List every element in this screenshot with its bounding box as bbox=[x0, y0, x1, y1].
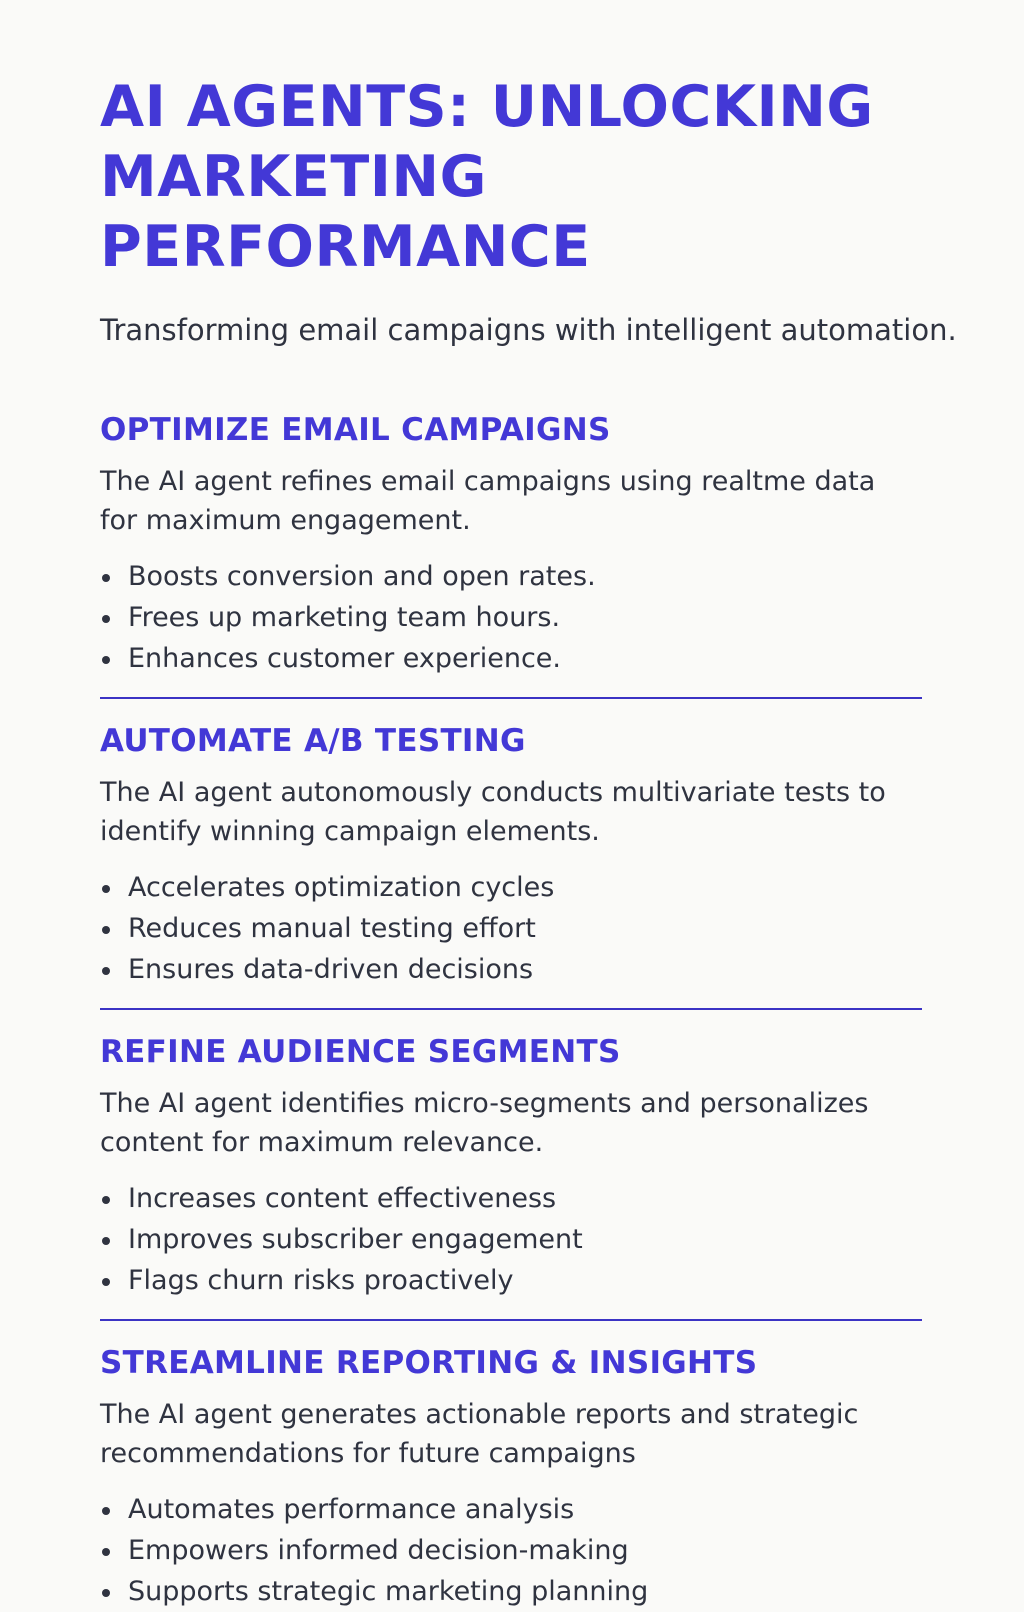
section-streamline-reporting bbox=[100, 1343, 950, 1612]
bullet-item: Enhances customer experience. bbox=[100, 638, 950, 679]
section-description: The AI agent generates actionable reports and strategic recommendations for future campaigns bbox=[100, 1399, 859, 1469]
bullet-list bbox=[100, 556, 950, 679]
section-title: AUTOMATE A/B TESTING bbox=[100, 723, 526, 759]
bullet-item: Increases content effectiveness bbox=[100, 1178, 950, 1219]
bullet-item: Improves subscriber engagement bbox=[100, 1219, 950, 1260]
page-title bbox=[100, 72, 950, 282]
section-divider bbox=[100, 1319, 922, 1321]
section-refine-audience-segments bbox=[100, 1032, 950, 1301]
section-divider bbox=[100, 697, 922, 699]
bullet-item: Empowers informed decision-making bbox=[100, 1530, 950, 1571]
section-description: The AI agent autonomously conducts multivariate tests to identify winning campaign elements. bbox=[100, 777, 886, 847]
section-title: OPTIMIZE EMAIL CAMPAIGNS bbox=[100, 412, 611, 448]
document bbox=[100, 72, 957, 1612]
bullet-item: Automates performance analysis bbox=[100, 1489, 950, 1530]
section-divider bbox=[100, 1008, 922, 1010]
section-description: The AI agent refines email campaigns using realtme data for maximum engagement. bbox=[100, 466, 876, 536]
bullet-list bbox=[100, 867, 950, 990]
bullet-list bbox=[100, 1178, 950, 1301]
bullet-item: Accelerates optimization cycles bbox=[100, 867, 950, 908]
bullet-item: Reduces manual testing effort bbox=[100, 908, 950, 949]
section-title: REFINE AUDIENCE SEGMENTS bbox=[100, 1034, 621, 1070]
bullet-item: Frees up marketing team hours. bbox=[100, 597, 950, 638]
bullet-item: Supports strategic marketing planning bbox=[100, 1571, 950, 1612]
bullet-list bbox=[100, 1489, 950, 1612]
bullet-item: Flags churn risks proactively bbox=[100, 1260, 950, 1301]
section-optimize-email-campaigns bbox=[100, 410, 950, 679]
page-title-line-1: AI AGENTS: UNLOCKING bbox=[100, 74, 874, 140]
section-automate-ab-testing bbox=[100, 721, 950, 990]
page-title-line-2: MARKETING PERFORMANCE bbox=[100, 144, 591, 280]
section-title: STREAMLINE REPORTING & INSIGHTS bbox=[100, 1345, 758, 1381]
bullet-item: Boosts conversion and open rates. bbox=[100, 556, 950, 597]
page-subtitle: Transforming email campaigns with intelligent automation. bbox=[100, 313, 957, 347]
section-description: The AI agent identifies micro-segments and personalizes content for maximum relevance. bbox=[100, 1088, 869, 1158]
bullet-item: Ensures data-driven decisions bbox=[100, 949, 950, 990]
